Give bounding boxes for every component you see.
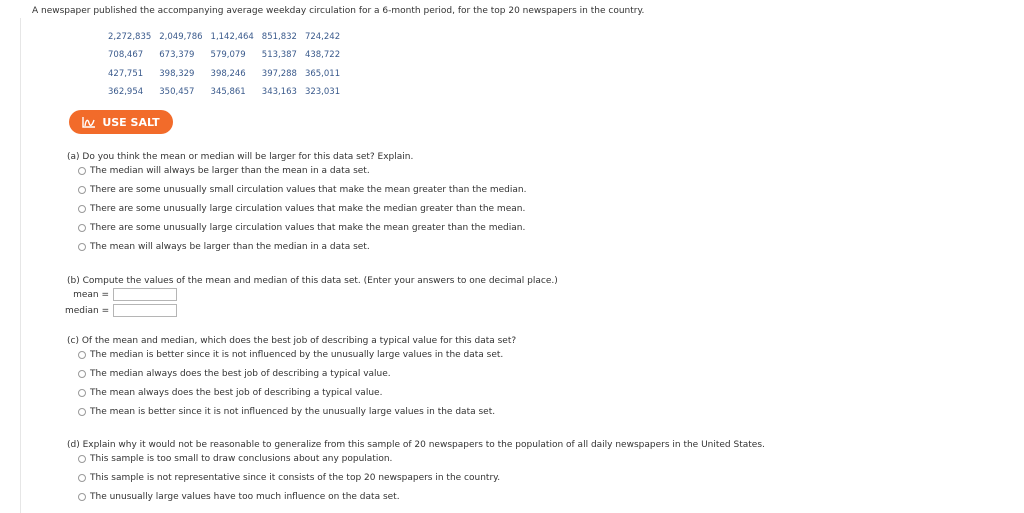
data-cell: 398,246 bbox=[210, 68, 246, 79]
radio-button[interactable] bbox=[78, 370, 86, 378]
option-label: There are some unusually large circulation values that make the median greater than the mean. bbox=[90, 204, 526, 214]
data-cell: 362,954 bbox=[108, 87, 144, 98]
part-d-option[interactable] bbox=[78, 454, 392, 464]
data-cell: 365,011 bbox=[304, 68, 341, 79]
option-label: The median is better since it is not influenced by the unusually large values in the data set. bbox=[90, 350, 504, 360]
problem-intro: A newspaper published the accompanying average weekday circulation for a 6-month period, for the top 20 newspapers in the country. bbox=[32, 6, 645, 16]
data-cell: 1,142,464 bbox=[210, 32, 254, 43]
data-cell: 427,751 bbox=[108, 68, 144, 79]
part-b-question: (b) Compute the values of the mean and median of this data set. (Enter your answers to one decimal place.) bbox=[67, 276, 558, 286]
use-salt-button[interactable] bbox=[69, 110, 173, 134]
part-c-option[interactable] bbox=[78, 388, 382, 398]
use-salt-label: USE SALT bbox=[102, 115, 160, 129]
radio-button[interactable] bbox=[78, 186, 86, 194]
option-label: The median will always be larger than the mean in a data set. bbox=[90, 166, 370, 176]
part-a-option[interactable] bbox=[78, 204, 525, 214]
radio-button[interactable] bbox=[78, 351, 86, 359]
data-cell: 513,387 bbox=[261, 50, 297, 61]
part-c-option[interactable] bbox=[78, 369, 391, 379]
salt-chart-icon bbox=[82, 116, 96, 128]
data-cell: 2,049,786 bbox=[159, 32, 203, 43]
table-row bbox=[104, 83, 344, 101]
part-d-option[interactable] bbox=[78, 492, 400, 502]
option-label: There are some unusually small circulation values that make the mean greater than the median. bbox=[90, 185, 527, 195]
part-d-option[interactable] bbox=[78, 473, 500, 483]
option-label: The mean always does the best job of describing a typical value. bbox=[90, 388, 383, 398]
data-cell: 323,031 bbox=[304, 87, 341, 98]
mean-label: mean = bbox=[73, 290, 109, 300]
part-a-option[interactable] bbox=[78, 185, 526, 195]
table-row bbox=[104, 28, 344, 46]
option-label: The mean will always be larger than the median in a data set. bbox=[90, 242, 370, 252]
radio-button[interactable] bbox=[78, 474, 86, 482]
data-cell: 438,722 bbox=[304, 50, 341, 61]
part-c-option[interactable] bbox=[78, 350, 503, 360]
option-label: This sample is too small to draw conclusions about any population. bbox=[90, 454, 393, 464]
part-a-option[interactable] bbox=[78, 242, 370, 252]
data-cell: 343,163 bbox=[261, 87, 297, 98]
radio-button[interactable] bbox=[78, 408, 86, 416]
radio-button[interactable] bbox=[78, 243, 86, 251]
option-label: The mean is better since it is not influenced by the unusually large values in the data set. bbox=[90, 407, 496, 417]
data-cell: 851,832 bbox=[261, 32, 297, 43]
data-cell: 2,272,835 bbox=[108, 32, 152, 43]
table-row bbox=[104, 46, 344, 64]
option-label: The unusually large values have too much influence on the data set. bbox=[90, 492, 400, 502]
option-label: There are some unusually large circulation values that make the mean greater than the median. bbox=[90, 223, 526, 233]
data-cell: 398,329 bbox=[159, 68, 195, 79]
circulation-data-table bbox=[104, 28, 344, 101]
data-cell: 397,288 bbox=[261, 68, 297, 79]
part-a-option[interactable] bbox=[78, 223, 525, 233]
part-a-question: (a) Do you think the mean or median will be larger for this data set? Explain. bbox=[67, 152, 414, 162]
radio-button[interactable] bbox=[78, 389, 86, 397]
part-c-option[interactable] bbox=[78, 407, 495, 417]
radio-button[interactable] bbox=[78, 205, 86, 213]
left-margin-divider bbox=[20, 18, 21, 513]
median-label: median = bbox=[65, 306, 110, 316]
data-cell: 579,079 bbox=[210, 50, 246, 61]
median-input[interactable] bbox=[113, 304, 177, 317]
data-cell: 673,379 bbox=[159, 50, 195, 61]
mean-input[interactable] bbox=[113, 288, 177, 301]
part-d-question: (d) Explain why it would not be reasonable to generalize from this sample of 20 newspapers to the population of all daily newspapers in the United States. bbox=[67, 440, 765, 450]
data-cell: 724,242 bbox=[304, 32, 341, 43]
radio-button[interactable] bbox=[78, 493, 86, 501]
radio-button[interactable] bbox=[78, 224, 86, 232]
part-a-option[interactable] bbox=[78, 166, 370, 176]
option-label: The median always does the best job of describing a typical value. bbox=[90, 369, 391, 379]
data-cell: 708,467 bbox=[108, 50, 144, 61]
radio-button[interactable] bbox=[78, 167, 86, 175]
radio-button[interactable] bbox=[78, 455, 86, 463]
part-c-question: (c) Of the mean and median, which does the best job of describing a typical value for this data set? bbox=[67, 336, 517, 346]
data-cell: 350,457 bbox=[159, 87, 195, 98]
table-row bbox=[104, 65, 344, 83]
option-label: This sample is not representative since it consists of the top 20 newspapers in the country. bbox=[90, 473, 501, 483]
data-cell: 345,861 bbox=[210, 87, 246, 98]
